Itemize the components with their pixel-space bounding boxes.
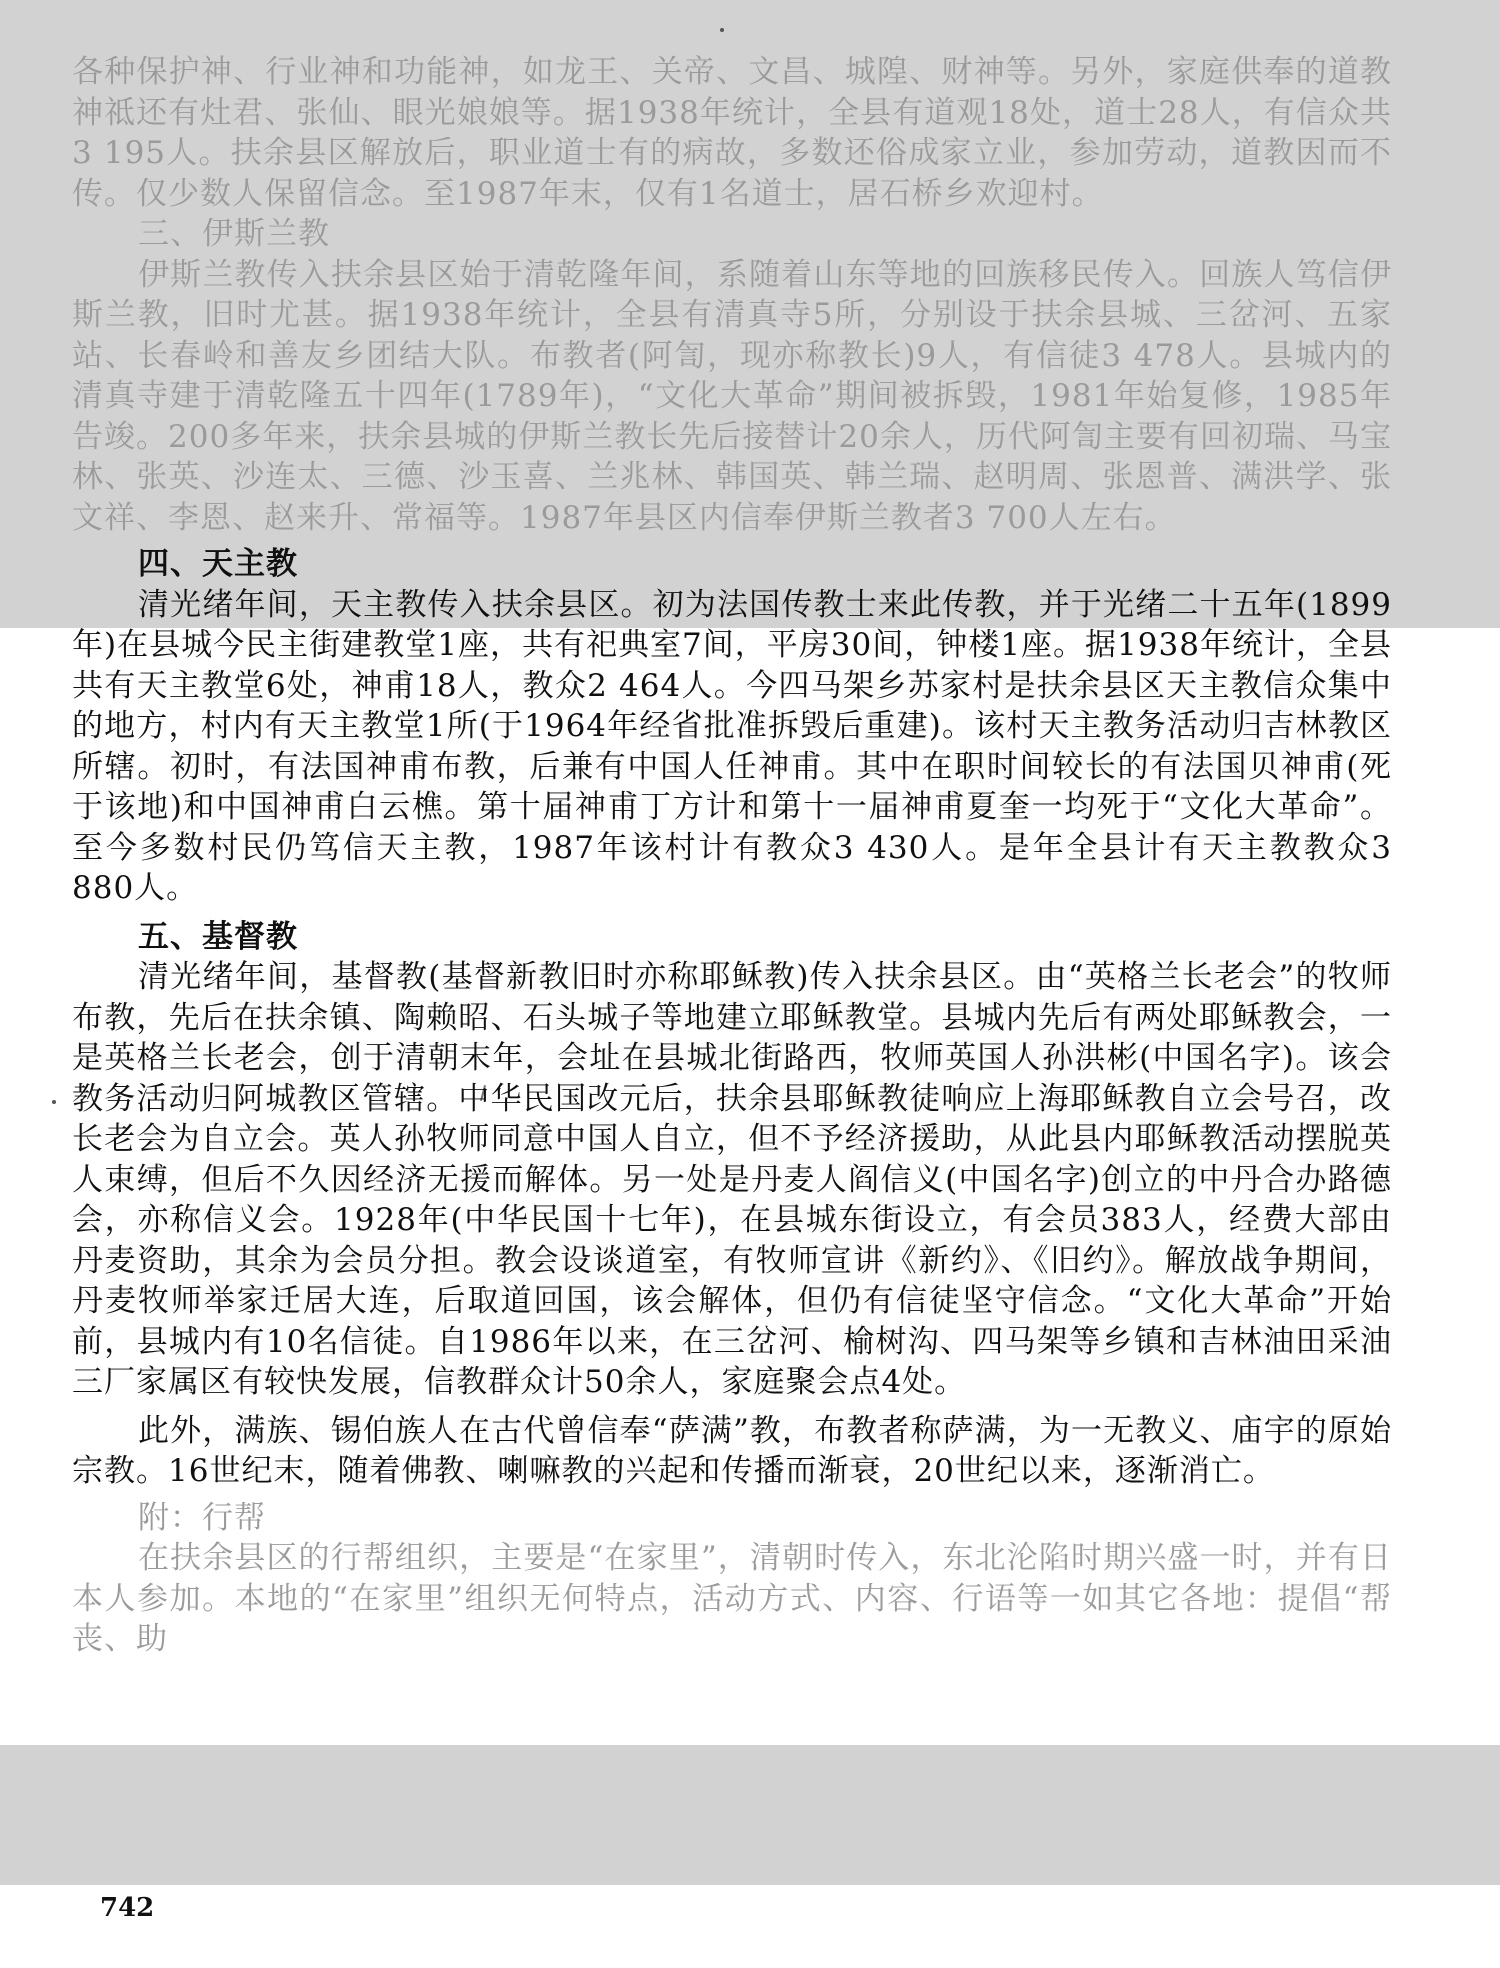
scan-speck [720, 28, 724, 32]
paragraph: 在扶余县区的行帮组织，主要是“在家里”，清朝时传入，东北沦陷时期兴盛一时，并有日本人参加。本地的“在家里”组织无何特点，活动方式、内容、行语等一如其它各地：提倡“帮丧、助 [72, 1540, 1392, 1657]
section-heading: 附：行帮 [138, 1499, 266, 1536]
section-taoism-continued [72, 52, 1392, 214]
shaded-region-bottom [0, 1745, 1500, 1885]
paragraph: 此外，满族、锡伯族人在古代曾信奉“萨满”教，布教者称萨满，为一无教义、庙宇的原始宗教。16世纪末，随着佛教、喇嘛教的兴起和传播而渐衰，20世纪以来，逐渐消亡。 [72, 1412, 1392, 1489]
section-heading: 四、天主教 [138, 546, 298, 582]
section-heading: 五、基督教 [138, 918, 298, 955]
paragraph: 清光绪年间，基督教(基督新教旧时亦称耶稣教)传入扶余县区。由“英格兰长老会”的牧师布教，先后在扶余镇、陶赖昭、石头城子等地建立耶稣教堂。县城内先后有两处耶稣教会，一是英格兰长老会，创于清朝末年，会址在县城北街路西，牧师英国人孙洪彬(中国名字)。该会教务活动归阿城教区管辖。中华民国改元后，扶余县耶稣教徒响应上海耶稣教自立会号召，改长老会为自立会。英人孙牧师同意中国人自立，但不予经济援助，从此县内耶稣教活动摆脱英人束缚，但后不久因经济无援而解体。另一处是丹麦人阎信义(中国名字)创立的中丹合办路德会，亦称信义会。1928年(中华民国十七年)，在县城东街设立，有会员383人，经费大部由丹麦资助，其余为会员分担。教会设谈道室，有牧师宣讲《新约》、《旧约》。解放战争期间，丹麦牧师举家迁居大连，后取道回国，该会解体，但仍有信徒坚守信念。“文化大革命”开始前，县城内有10名信徒。自1986年以来，在三岔河、榆树沟、四马架等乡镇和吉林油田采油三厂家属区有较快发展，信教群众计50余人，家庭聚会点4处。 [72, 959, 1392, 1400]
page-body [72, 52, 1392, 1660]
section-christian [72, 917, 1392, 1492]
paragraph: 清光绪年间，天主教传入扶余县区。初为法国传教士来此传教，并于光绪二十五年(1899年)在县城今民主街建教堂1座，共有祀典室7间，平房30间，钟楼1座。据1938年统计，全县共有天主教堂6处，神甫18人，教众2 464人。今四马架乡苏家村是扶余县区天主教信众集中的地方，村内有天主教堂1所(于1964年经省批准拆毁后重建)。该村天主教务活动归吉林教区所辖。初时，有法国神甫布教，后兼有中国人任神甫。其中在职时间较长的有法国贝神甫(死于该地)和中国神甫白云樵。第十届神甫丁方计和第十一届神甫夏奎一均死于“文化大革命”。至今多数村民仍笃信天主教，1987年该村计有教众3 430人。是年全县计有天主教教众3 880人。 [72, 586, 1392, 906]
section-islam [72, 214, 1392, 538]
paragraph: 各种保护神、行业神和功能神，如龙王、关帝、文昌、城隍、财神等。另外，家庭供奉的道教神祗还有灶君、张仙、眼光娘娘等。据1938年统计，全县有道观18处，道士28人，有信众共3 195人。扶余县区解放后，职业道士有的病故，多数还俗成家立业，参加劳动，道教因而不传。仅少数人保留信念。至1987年末，仅有1名道士，居石桥乡欢迎村。 [72, 54, 1392, 212]
section-guild [72, 1498, 1392, 1660]
section-catholic [72, 544, 1392, 909]
page-number: 742 [100, 1893, 155, 1923]
paragraph: 伊斯兰教传入扶余县区始于清乾隆年间，系随着山东等地的回族移民传入。回族人笃信伊斯兰教，旧时尤甚。据1938年统计，全县有清真寺5所，分别设于扶余县城、三岔河、五家站、长春岭和善友乡团结大队。布教者(阿訇，现亦称教长)9人，有信徒3 478人。县城内的清真寺建于清乾隆五十四年(1789年)，“文化大革命”期间被拆毁，1981年始复修，1985年告竣。200多年来，扶余县城的伊斯兰教长先后接替计20余人，历代阿訇主要有回初瑞、马宝林、张英、沙连太、三德、沙玉喜、兰兆林、韩国英、韩兰瑞、赵明周、张恩普、满洪学、张文祥、李恩、赵来升、常福等。1987年县区内信奉伊斯兰教者3 700人左右。 [72, 256, 1392, 536]
scan-speck [52, 1100, 56, 1104]
section-heading: 三、伊斯兰教 [138, 216, 330, 252]
